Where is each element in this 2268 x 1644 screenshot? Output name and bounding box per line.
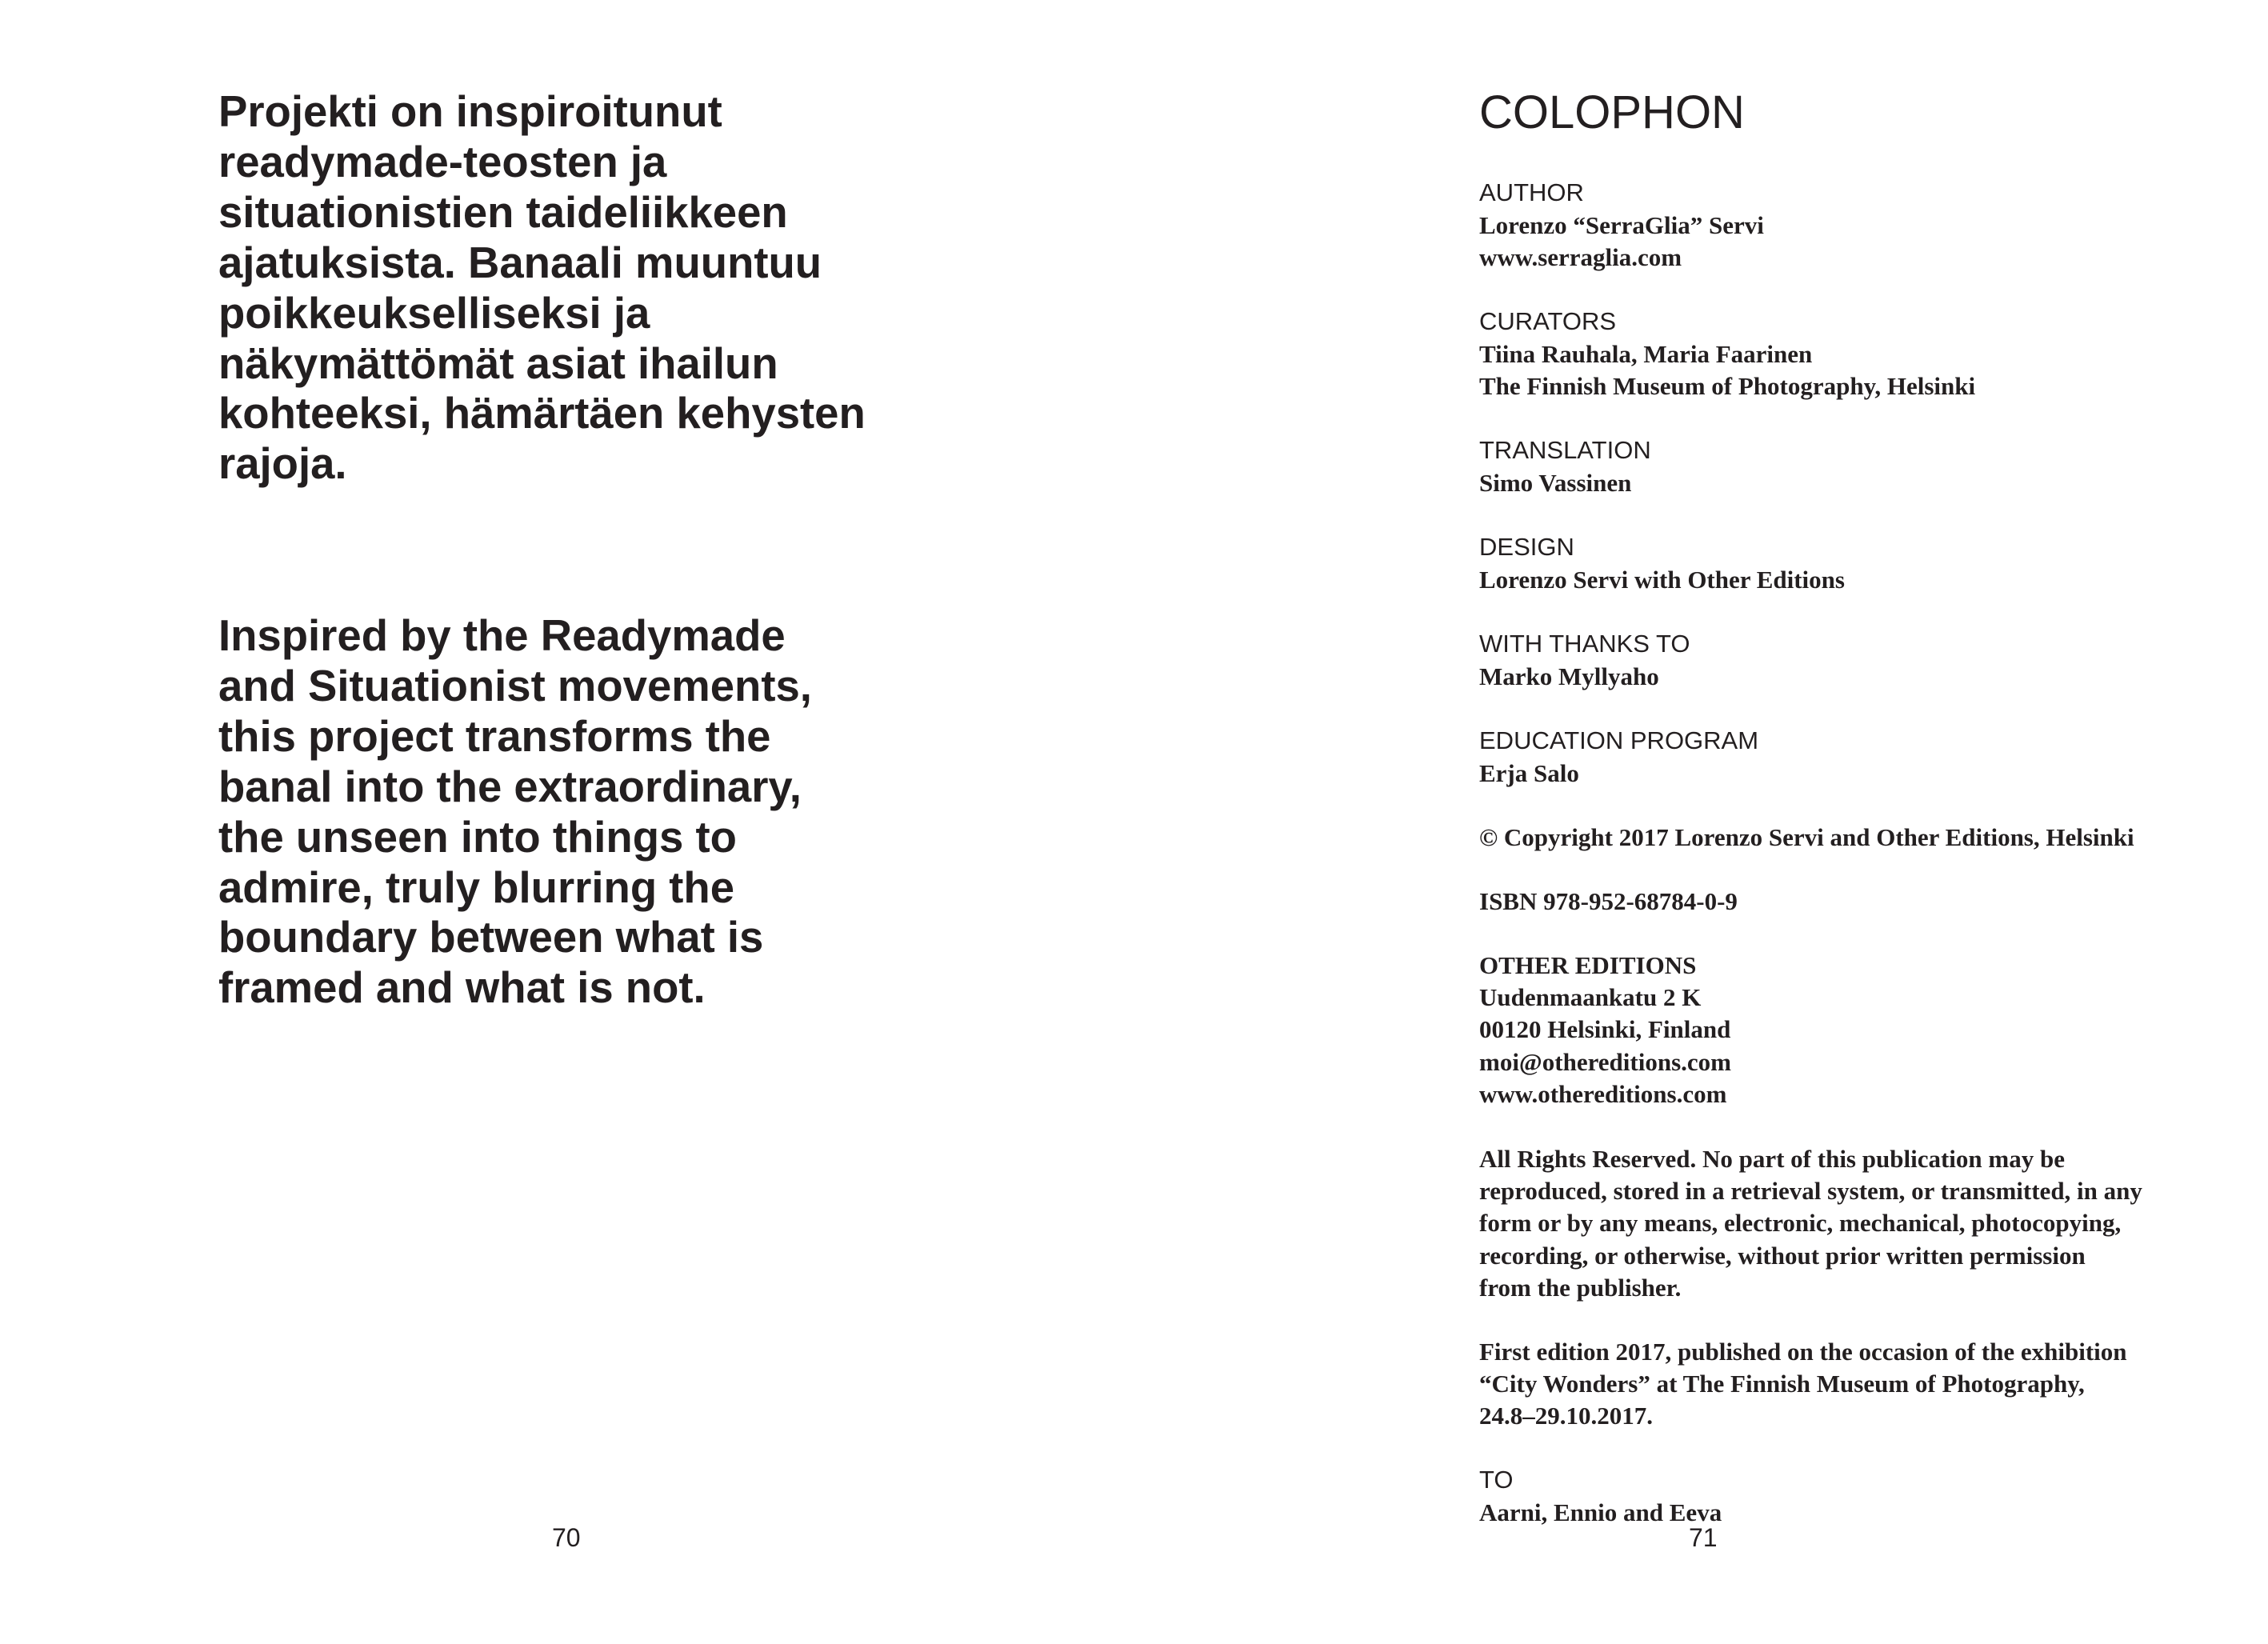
page-number-left: 70 <box>552 1523 581 1552</box>
rights-text: All Rights Reserved. No part of this publication may be reproduced, stored in a retrieval system, or transmitted, in any form or by any means, electronic, mechanical, photocopying, recording, or otherwise, without prior written permission from the publisher. <box>1479 1145 2142 1302</box>
isbn-block <box>1479 886 2199 918</box>
dedication-label: TO <box>1479 1466 1514 1494</box>
finnish-paragraph: Projekti on inspiroitunut readymade-teosten ja situationistien taideliikkeen ajatuksista. Banaali muuntuu poikkeukselliseksi ja näkymättömät asiat ihailun kohteeksi, hämärtäen kehysten rajoja. <box>218 87 866 489</box>
design-value: Lorenzo Servi with Other Editions <box>1479 565 1845 594</box>
copyright-text: © Copyright 2017 Lorenzo Servi and Other Editions, Helsinki <box>1479 823 2134 851</box>
curators-block <box>1479 306 2199 402</box>
copyright-block <box>1479 822 2199 854</box>
publisher-block <box>1479 950 2199 1110</box>
english-paragraph: Inspired by the Readymade and Situationist movements, this project transforms the banal into the extraordinary, the unseen into things to admire, truly blurring the boundary between what is framed and what is not. <box>218 611 812 1013</box>
colophon-title: COLOPHON <box>1479 86 1745 138</box>
design-label: DESIGN <box>1479 533 1574 561</box>
author-value: Lorenzo “SerraGlia” Servi www.serraglia.com <box>1479 210 1764 271</box>
education-value: Erja Salo <box>1479 758 1579 787</box>
translation-value: Simo Vassinen <box>1479 468 1632 497</box>
thanks-block <box>1479 628 2199 693</box>
education-block <box>1479 725 2199 790</box>
design-block <box>1479 531 2199 596</box>
thanks-value: Marko Myllyaho <box>1479 662 1659 690</box>
author-block <box>1479 177 2199 274</box>
edition-text: First edition 2017, published on the occasion of the exhibition “City Wonders” at The Finnish Museum of Photography, 24.8–29.10.2017. <box>1479 1338 2127 1430</box>
rights-block <box>1479 1143 2199 1304</box>
curators-label: CURATORS <box>1479 307 1617 335</box>
education-label: EDUCATION PROGRAM <box>1479 726 1759 754</box>
author-label: AUTHOR <box>1479 178 1584 206</box>
dedication-block <box>1479 1464 2199 1529</box>
curators-value: Tiina Rauhala, Maria Faarinen The Finnish Museum of Photography, Helsinki <box>1479 339 1976 400</box>
page-number-right: 71 <box>1689 1523 1718 1552</box>
isbn-text: ISBN 978-952-68784-0-9 <box>1479 887 1738 915</box>
publisher-address: OTHER EDITIONS Uudenmaankatu 2 K 00120 Helsinki, Finland moi@othereditions.com www.othereditions.com <box>1479 951 1731 1108</box>
edition-block <box>1479 1336 2199 1433</box>
translation-block <box>1479 434 2199 499</box>
translation-label: TRANSLATION <box>1479 436 1651 464</box>
right-page <box>1134 0 2268 1644</box>
thanks-label: WITH THANKS TO <box>1479 630 1690 658</box>
dedication-value: Aarni, Ennio and Eeva <box>1479 1498 1722 1526</box>
